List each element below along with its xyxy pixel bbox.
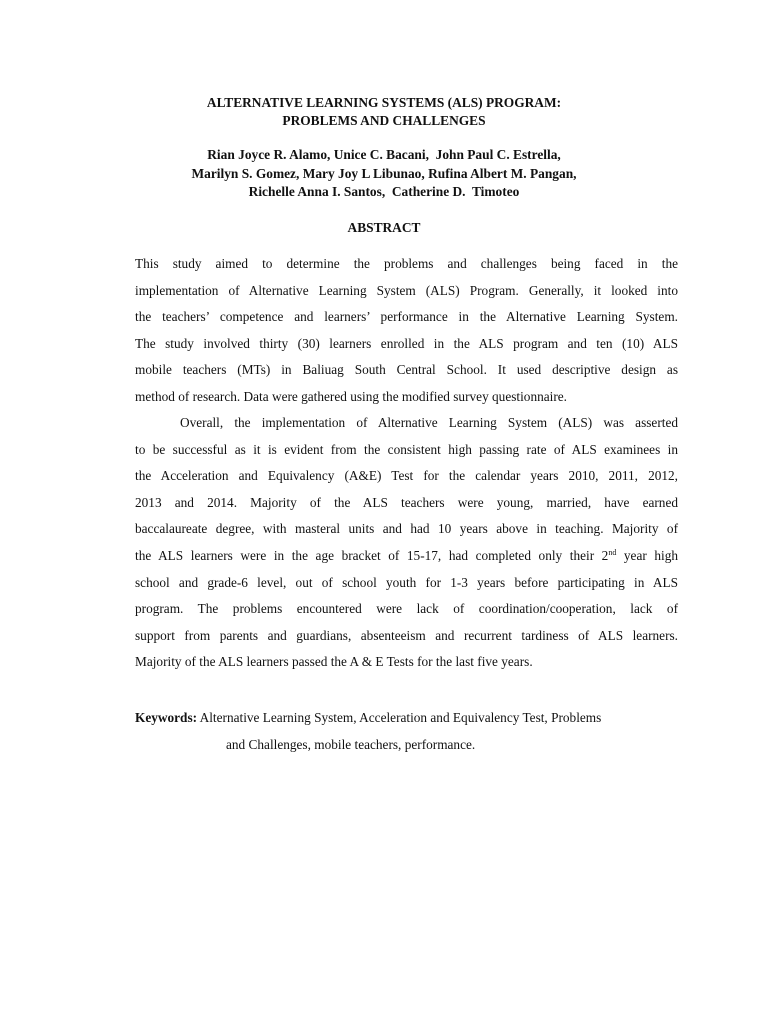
- abstract-p2-line-with-superscript: [135, 543, 678, 570]
- abstract-p2-text: year high: [616, 547, 679, 563]
- abstract-p2-line: the Acceleration and Equivalency (A&E) Test for the calendar years 2010, 2011, 2012,: [135, 468, 678, 484]
- author-line-2: Marilyn S. Gomez, Mary Joy L Libunao, Rufina Albert M. Pangan,: [191, 165, 577, 181]
- abstract-p1-line: implementation of Alternative Learning System (ALS) Program. Generally, it looked into: [135, 282, 678, 298]
- abstract-p2-line: baccalaureate degree, with masteral units and had 10 years above in teaching. Majority of: [135, 521, 678, 537]
- abstract-p2-line: Majority of the ALS learners passed the A & E Tests for the last five years.: [135, 654, 533, 670]
- abstract-p2-line: Overall, the implementation of Alternative Learning System (ALS) was asserted: [180, 415, 678, 430]
- abstract-p2-line: 2013 and 2014. Majority of the ALS teachers were young, married, have earned: [135, 494, 678, 510]
- abstract-p2-line: support from parents and guardians, absenteeism and recurrent tardiness of ALS learners.: [135, 627, 678, 643]
- ordinal-superscript: nd: [608, 547, 617, 557]
- keywords-line-1: Alternative Learning System, Acceleration and Equivalency Test, Problems: [197, 710, 602, 725]
- abstract-p2-line: to be successful as it is evident from the consistent high passing rate of ALS examinees in: [135, 441, 678, 457]
- abstract-p1-line: The study involved thirty (30) learners enrolled in the ALS program and ten (10) ALS: [135, 335, 678, 351]
- keywords-block: [135, 704, 678, 758]
- abstract-heading: ABSTRACT: [347, 220, 421, 235]
- author-list: [0, 146, 768, 202]
- paper-title-line-2: PROBLEMS AND CHALLENGES: [282, 113, 486, 128]
- paper-title-line-1: ALTERNATIVE LEARNING SYSTEMS (ALS) PROGRAM:: [206, 95, 562, 110]
- keywords-label: Keywords:: [135, 710, 198, 725]
- author-line-3: Richelle Anna I. Santos, Catherine D. Timoteo: [248, 184, 520, 199]
- abstract-p2-line: school and grade-6 level, out of school youth for 1-3 years before participating in ALS: [135, 574, 678, 590]
- abstract-p2-line: program. The problems encountered were lack of coordination/cooperation, lack of: [135, 601, 678, 617]
- abstract-paragraph-1: [135, 251, 678, 411]
- keywords-line-2: and Challenges, mobile teachers, performance.: [226, 737, 476, 752]
- author-line-1: Rian Joyce R. Alamo, Unice C. Bacani, John Paul C. Estrella,: [207, 147, 561, 162]
- abstract-p1-line: method of research. Data were gathered using the modified survey questionnaire.: [135, 388, 567, 404]
- abstract-p2-text: the ALS learners were in the age bracket of 15-17, had completed only their 2: [135, 547, 609, 563]
- abstract-paragraph-2: [135, 410, 678, 676]
- abstract-p1-line: the teachers’ competence and learners’ performance in the Alternative Learning System.: [135, 309, 678, 325]
- abstract-p1-line: mobile teachers (MTs) in Baliuag South Central School. It used descriptive design as: [135, 362, 678, 378]
- abstract-p1-line: This study aimed to determine the problems and challenges being faced in the: [135, 256, 678, 271]
